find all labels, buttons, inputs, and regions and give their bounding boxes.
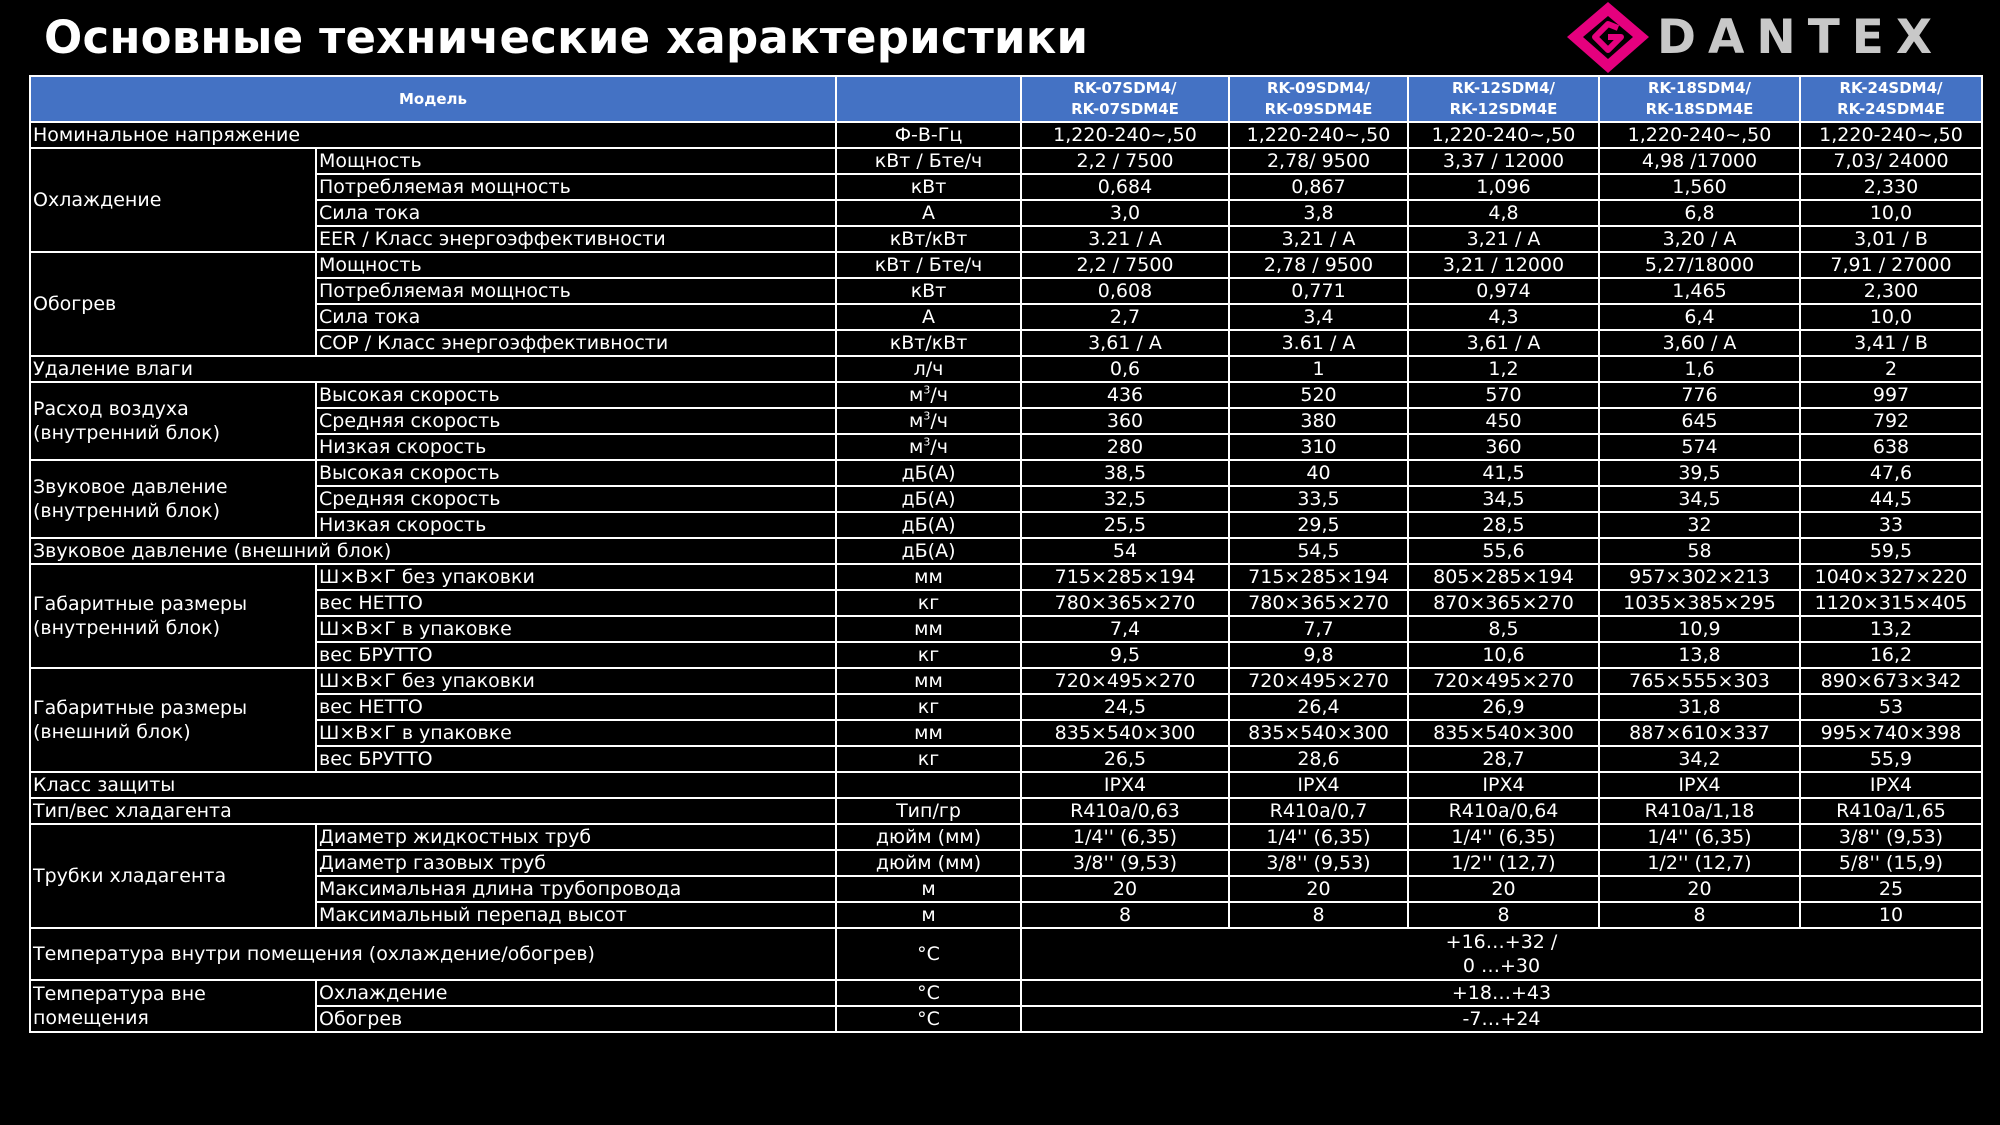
group-label: Температура вне помещения: [30, 980, 316, 1032]
value-cell: 16,2: [1800, 642, 1982, 668]
value-cell: 3,37 / 12000: [1408, 148, 1599, 174]
value-cell: 8,5: [1408, 616, 1599, 642]
value-cell: 1/4'' (6,35): [1021, 824, 1229, 850]
parameter-label: COP / Класс энергоэффективности: [316, 330, 836, 356]
spec-row-cooling: [30, 226, 1982, 252]
value-cell: 20: [1408, 876, 1599, 902]
value-cell: R410a/1,18: [1599, 798, 1800, 824]
unit-cell: дБ(А): [836, 512, 1021, 538]
value-cell: 1/4'' (6,35): [1229, 824, 1408, 850]
unit-cell: $м^3/ч$: [836, 434, 1021, 460]
model-header: Модель: [30, 76, 836, 122]
model-column-header: RK-07SDM4/ RK-07SDM4E: [1021, 76, 1229, 122]
value-cell: 520: [1229, 382, 1408, 408]
spec-row-noise-outdoor: [30, 538, 1982, 564]
value-cell: 3,21 / A: [1408, 226, 1599, 252]
unit-cell: [836, 772, 1021, 798]
value-cell: IPX4: [1599, 772, 1800, 798]
unit-cell: кВт/кВт: [836, 330, 1021, 356]
value-cell: 9,8: [1229, 642, 1408, 668]
value-cell: 4,8: [1408, 200, 1599, 226]
page-title: Основные технические характеристики: [44, 11, 1089, 64]
spec-row-indoor-temp: [30, 928, 1982, 980]
value-cell: 360: [1021, 408, 1229, 434]
value-cell: 1,2: [1408, 356, 1599, 382]
value-cell: 360: [1408, 434, 1599, 460]
value-cell: IPX4: [1408, 772, 1599, 798]
value-cell: IPX4: [1229, 772, 1408, 798]
value-cell: 7,03/ 24000: [1800, 148, 1982, 174]
unit-cell: мм: [836, 668, 1021, 694]
unit-cell: А: [836, 304, 1021, 330]
parameter-label: Мощность: [316, 252, 836, 278]
value-cell: 0,771: [1229, 278, 1408, 304]
group-label: Звуковое давление (внутренний блок): [30, 460, 316, 538]
value-cell: 4,98 /17000: [1599, 148, 1800, 174]
value-cell: 3,61 / A: [1408, 330, 1599, 356]
value-cell: 32,5: [1021, 486, 1229, 512]
value-cell: 780×365×270: [1021, 590, 1229, 616]
value-cell: 1/2'' (12,7): [1408, 850, 1599, 876]
group-label: Габаритные размеры (внутренний блок): [30, 564, 316, 668]
value-cell: 1,560: [1599, 174, 1800, 200]
parameter-label: Мощность: [316, 148, 836, 174]
value-cell: 638: [1800, 434, 1982, 460]
header-row: [30, 76, 1982, 122]
range-value: +18…+43: [1021, 980, 1982, 1006]
value-cell: IPX4: [1021, 772, 1229, 798]
spec-row-dimensions-outdoor: [30, 668, 1982, 694]
value-cell: 3.21 / A: [1021, 226, 1229, 252]
parameter-label: Потребляемая мощность: [316, 174, 836, 200]
group-label: Температура внутри помещения (охлаждение/обогрев): [30, 928, 836, 980]
unit-cell: кг: [836, 694, 1021, 720]
parameter-label: вес НЕТТО: [316, 694, 836, 720]
model-column-header: RK-24SDM4/ RK-24SDM4E: [1800, 76, 1982, 122]
spec-row-dimensions-outdoor: [30, 694, 1982, 720]
value-cell: 26,5: [1021, 746, 1229, 772]
value-cell: 29,5: [1229, 512, 1408, 538]
value-cell: 55,9: [1800, 746, 1982, 772]
value-cell: 792: [1800, 408, 1982, 434]
spec-row-refrigerant-pipes: [30, 902, 1982, 928]
value-cell: 55,6: [1408, 538, 1599, 564]
range-value: -7…+24: [1021, 1006, 1982, 1032]
spec-row-nominal-voltage: [30, 122, 1982, 148]
spec-row-dimensions-outdoor: [30, 720, 1982, 746]
value-cell: 34,2: [1599, 746, 1800, 772]
spec-row-airflow-indoor: [30, 382, 1982, 408]
value-cell: 26,4: [1229, 694, 1408, 720]
value-cell: 1040×327×220: [1800, 564, 1982, 590]
parameter-label: EER / Класс энергоэффективности: [316, 226, 836, 252]
value-cell: 10: [1800, 902, 1982, 928]
value-cell: 5,27/18000: [1599, 252, 1800, 278]
logo-text: DANTEX: [1657, 10, 1945, 65]
value-cell: 835×540×300: [1229, 720, 1408, 746]
value-cell: 6,8: [1599, 200, 1800, 226]
group-label: Трубки хладагента: [30, 824, 316, 928]
model-column-header: RK-18SDM4/ RK-18SDM4E: [1599, 76, 1800, 122]
parameter-label: Высокая скорость: [316, 382, 836, 408]
unit-cell: Ф-В-Гц: [836, 122, 1021, 148]
spec-row-noise-indoor: [30, 460, 1982, 486]
value-cell: 1/4'' (6,35): [1599, 824, 1800, 850]
value-cell: 890×673×342: [1800, 668, 1982, 694]
parameter-label: Диаметр жидкостных труб: [316, 824, 836, 850]
value-cell: 8: [1599, 902, 1800, 928]
spec-row-refrigerant: [30, 798, 1982, 824]
value-cell: 1,220-240~,50: [1408, 122, 1599, 148]
value-cell: 2,78 / 9500: [1229, 252, 1408, 278]
spec-row-protection-class: [30, 772, 1982, 798]
unit-cell: кг: [836, 590, 1021, 616]
unit-cell: мм: [836, 564, 1021, 590]
parameter-label: Высокая скорость: [316, 460, 836, 486]
parameter-label: Ш×В×Г в упаковке: [316, 616, 836, 642]
value-cell: 8: [1021, 902, 1229, 928]
value-cell: 995×740×398: [1800, 720, 1982, 746]
unit-cell: $м^3/ч$: [836, 382, 1021, 408]
value-cell: 10,0: [1800, 304, 1982, 330]
spec-row-cooling: [30, 174, 1982, 200]
value-cell: 41,5: [1408, 460, 1599, 486]
unit-cell: дБ(А): [836, 460, 1021, 486]
parameter-label: Максимальная длина трубопровода: [316, 876, 836, 902]
parameter-label: Низкая скорость: [316, 512, 836, 538]
parameter-label: Обогрев: [316, 1006, 836, 1032]
range-value: +16…+32 / 0 …+30: [1021, 928, 1982, 980]
parameter-label: Сила тока: [316, 200, 836, 226]
value-cell: 38,5: [1021, 460, 1229, 486]
value-cell: 1,220-240~,50: [1599, 122, 1800, 148]
value-cell: 25,5: [1021, 512, 1229, 538]
value-cell: R410a/0,63: [1021, 798, 1229, 824]
value-cell: 715×285×194: [1021, 564, 1229, 590]
unit-cell: А: [836, 200, 1021, 226]
spec-row-noise-indoor: [30, 512, 1982, 538]
unit-cell: м: [836, 902, 1021, 928]
value-cell: 8: [1229, 902, 1408, 928]
value-cell: 3/8'' (9,53): [1229, 850, 1408, 876]
group-label: Класс защиты: [30, 772, 836, 798]
group-label: Обогрев: [30, 252, 316, 356]
value-cell: 44,5: [1800, 486, 1982, 512]
value-cell: R410a/0,64: [1408, 798, 1599, 824]
spec-row-outdoor-temp: [30, 980, 1982, 1006]
unit-cell: дюйм (мм): [836, 850, 1021, 876]
unit-cell: кВт/кВт: [836, 226, 1021, 252]
value-cell: 2,78/ 9500: [1229, 148, 1408, 174]
value-cell: 2: [1800, 356, 1982, 382]
value-cell: 54,5: [1229, 538, 1408, 564]
value-cell: 3,20 / A: [1599, 226, 1800, 252]
parameter-label: Сила тока: [316, 304, 836, 330]
value-cell: 3,60 / A: [1599, 330, 1800, 356]
value-cell: 715×285×194: [1229, 564, 1408, 590]
value-cell: 0,867: [1229, 174, 1408, 200]
value-cell: 887×610×337: [1599, 720, 1800, 746]
spec-row-dimensions-indoor: [30, 642, 1982, 668]
unit-cell: Тип/гр: [836, 798, 1021, 824]
value-cell: 2,2 / 7500: [1021, 252, 1229, 278]
parameter-label: Диаметр газовых труб: [316, 850, 836, 876]
parameter-label: вес БРУТТО: [316, 746, 836, 772]
value-cell: 765×555×303: [1599, 668, 1800, 694]
value-cell: 31,8: [1599, 694, 1800, 720]
value-cell: 1: [1229, 356, 1408, 382]
value-cell: 1/2'' (12,7): [1599, 850, 1800, 876]
value-cell: 54: [1021, 538, 1229, 564]
value-cell: 2,2 / 7500: [1021, 148, 1229, 174]
value-cell: 7,91 / 27000: [1800, 252, 1982, 278]
value-cell: 34,5: [1599, 486, 1800, 512]
value-cell: 2,330: [1800, 174, 1982, 200]
spec-row-cooling: [30, 148, 1982, 174]
spec-row-dimensions-indoor: [30, 564, 1982, 590]
value-cell: 7,7: [1229, 616, 1408, 642]
value-cell: 0,6: [1021, 356, 1229, 382]
value-cell: 835×540×300: [1021, 720, 1229, 746]
value-cell: 3,61 / A: [1021, 330, 1229, 356]
group-label: Удаление влаги: [30, 356, 836, 382]
unit-cell: кг: [836, 642, 1021, 668]
value-cell: 957×302×213: [1599, 564, 1800, 590]
unit-cell: дБ(А): [836, 538, 1021, 564]
value-cell: 780×365×270: [1229, 590, 1408, 616]
value-cell: 9,5: [1021, 642, 1229, 668]
group-label: Расход воздуха (внутренний блок): [30, 382, 316, 460]
value-cell: 280: [1021, 434, 1229, 460]
parameter-label: Средняя скорость: [316, 486, 836, 512]
value-cell: 4,3: [1408, 304, 1599, 330]
value-cell: 3,0: [1021, 200, 1229, 226]
value-cell: 26,9: [1408, 694, 1599, 720]
unit-cell: мм: [836, 616, 1021, 642]
parameter-label: вес БРУТТО: [316, 642, 836, 668]
unit-cell: м: [836, 876, 1021, 902]
unit-cell: дюйм (мм): [836, 824, 1021, 850]
value-cell: 59,5: [1800, 538, 1982, 564]
value-cell: 10,9: [1599, 616, 1800, 642]
value-cell: 1,220-240~,50: [1021, 122, 1229, 148]
value-cell: 6,4: [1599, 304, 1800, 330]
unit-cell: $м^3/ч$: [836, 408, 1021, 434]
parameter-label: вес НЕТТО: [316, 590, 836, 616]
unit-cell: кг: [836, 746, 1021, 772]
spec-row-cooling: [30, 200, 1982, 226]
value-cell: 776: [1599, 382, 1800, 408]
group-label: Звуковое давление (внешний блок): [30, 538, 836, 564]
value-cell: 5/8'' (15,9): [1800, 850, 1982, 876]
value-cell: 1/4'' (6,35): [1408, 824, 1599, 850]
value-cell: 645: [1599, 408, 1800, 434]
value-cell: 450: [1408, 408, 1599, 434]
unit-cell: кВт: [836, 174, 1021, 200]
value-cell: 3,41 / B: [1800, 330, 1982, 356]
value-cell: 39,5: [1599, 460, 1800, 486]
value-cell: 33,5: [1229, 486, 1408, 512]
value-cell: 3,21 / A: [1229, 226, 1408, 252]
value-cell: 3/8'' (9,53): [1800, 824, 1982, 850]
spec-row-dimensions-outdoor: [30, 746, 1982, 772]
unit-cell: °C: [836, 980, 1021, 1006]
parameter-label: Максимальный перепад высот: [316, 902, 836, 928]
value-cell: 13,8: [1599, 642, 1800, 668]
value-cell: 7,4: [1021, 616, 1229, 642]
unit-header: [836, 76, 1021, 122]
value-cell: 2,7: [1021, 304, 1229, 330]
value-cell: 1035×385×295: [1599, 590, 1800, 616]
value-cell: 720×495×270: [1229, 668, 1408, 694]
spec-row-heating: [30, 278, 1982, 304]
value-cell: 10,0: [1800, 200, 1982, 226]
value-cell: R410a/0,7: [1229, 798, 1408, 824]
value-cell: 3,8: [1229, 200, 1408, 226]
value-cell: 24,5: [1021, 694, 1229, 720]
value-cell: 3,21 / 12000: [1408, 252, 1599, 278]
parameter-label: Низкая скорость: [316, 434, 836, 460]
value-cell: IPX4: [1800, 772, 1982, 798]
parameter-label: Средняя скорость: [316, 408, 836, 434]
value-cell: 1,096: [1408, 174, 1599, 200]
spec-row-dehumidification: [30, 356, 1982, 382]
dantex-logo: [1563, 0, 1993, 75]
value-cell: R410a/1,65: [1800, 798, 1982, 824]
spec-row-refrigerant-pipes: [30, 824, 1982, 850]
group-label: Охлаждение: [30, 148, 316, 252]
value-cell: 3,4: [1229, 304, 1408, 330]
value-cell: 720×495×270: [1408, 668, 1599, 694]
parameter-label: Ш×В×Г без упаковки: [316, 668, 836, 694]
value-cell: 574: [1599, 434, 1800, 460]
value-cell: 10,6: [1408, 642, 1599, 668]
value-cell: 0,684: [1021, 174, 1229, 200]
value-cell: 47,6: [1800, 460, 1982, 486]
value-cell: 3,01 / B: [1800, 226, 1982, 252]
model-column-header: RK-09SDM4/ RK-09SDM4E: [1229, 76, 1408, 122]
value-cell: 8: [1408, 902, 1599, 928]
spec-row-refrigerant-pipes: [30, 876, 1982, 902]
group-label: Номинальное напряжение: [30, 122, 836, 148]
value-cell: 58: [1599, 538, 1800, 564]
spec-row-noise-indoor: [30, 486, 1982, 512]
spec-row-heating: [30, 330, 1982, 356]
value-cell: 380: [1229, 408, 1408, 434]
value-cell: 870×365×270: [1408, 590, 1599, 616]
value-cell: 20: [1229, 876, 1408, 902]
spec-row-dimensions-indoor: [30, 616, 1982, 642]
parameter-label: Ш×В×Г без упаковки: [316, 564, 836, 590]
value-cell: 1120×315×405: [1800, 590, 1982, 616]
value-cell: 436: [1021, 382, 1229, 408]
unit-cell: кВт / Бте/ч: [836, 148, 1021, 174]
value-cell: 28,7: [1408, 746, 1599, 772]
value-cell: 20: [1021, 876, 1229, 902]
spec-row-heating: [30, 252, 1982, 278]
value-cell: 28,5: [1408, 512, 1599, 538]
value-cell: 720×495×270: [1021, 668, 1229, 694]
value-cell: 1,465: [1599, 278, 1800, 304]
parameter-label: Потребляемая мощность: [316, 278, 836, 304]
spec-row-airflow-indoor: [30, 434, 1982, 460]
value-cell: 53: [1800, 694, 1982, 720]
value-cell: 997: [1800, 382, 1982, 408]
spec-row-dimensions-indoor: [30, 590, 1982, 616]
unit-cell: °C: [836, 928, 1021, 980]
value-cell: 3/8'' (9,53): [1021, 850, 1229, 876]
value-cell: 0,974: [1408, 278, 1599, 304]
parameter-label: Охлаждение: [316, 980, 836, 1006]
value-cell: 570: [1408, 382, 1599, 408]
spec-row-heating: [30, 304, 1982, 330]
value-cell: 40: [1229, 460, 1408, 486]
spec-table: [29, 75, 1983, 1033]
value-cell: 20: [1599, 876, 1800, 902]
value-cell: 805×285×194: [1408, 564, 1599, 590]
value-cell: 835×540×300: [1408, 720, 1599, 746]
spec-row-outdoor-temp: [30, 1006, 1982, 1032]
group-label: Габаритные размеры (внешний блок): [30, 668, 316, 772]
spec-row-airflow-indoor: [30, 408, 1982, 434]
value-cell: 25: [1800, 876, 1982, 902]
value-cell: 2,300: [1800, 278, 1982, 304]
value-cell: 310: [1229, 434, 1408, 460]
value-cell: 0,608: [1021, 278, 1229, 304]
value-cell: 34,5: [1408, 486, 1599, 512]
dantex-logo-icon: [1563, 0, 1653, 75]
unit-cell: кВт: [836, 278, 1021, 304]
parameter-label: Ш×В×Г в упаковке: [316, 720, 836, 746]
group-label: Тип/вес хладагента: [30, 798, 836, 824]
value-cell: 33: [1800, 512, 1982, 538]
value-cell: 3.61 / A: [1229, 330, 1408, 356]
model-column-header: RK-12SDM4/ RK-12SDM4E: [1408, 76, 1599, 122]
value-cell: 1,220-240~,50: [1800, 122, 1982, 148]
unit-cell: дБ(А): [836, 486, 1021, 512]
value-cell: 1,220-240~,50: [1229, 122, 1408, 148]
value-cell: 13,2: [1800, 616, 1982, 642]
spec-row-refrigerant-pipes: [30, 850, 1982, 876]
value-cell: 32: [1599, 512, 1800, 538]
unit-cell: °C: [836, 1006, 1021, 1032]
value-cell: 1,6: [1599, 356, 1800, 382]
unit-cell: мм: [836, 720, 1021, 746]
unit-cell: кВт / Бте/ч: [836, 252, 1021, 278]
unit-cell: л/ч: [836, 356, 1021, 382]
value-cell: 28,6: [1229, 746, 1408, 772]
